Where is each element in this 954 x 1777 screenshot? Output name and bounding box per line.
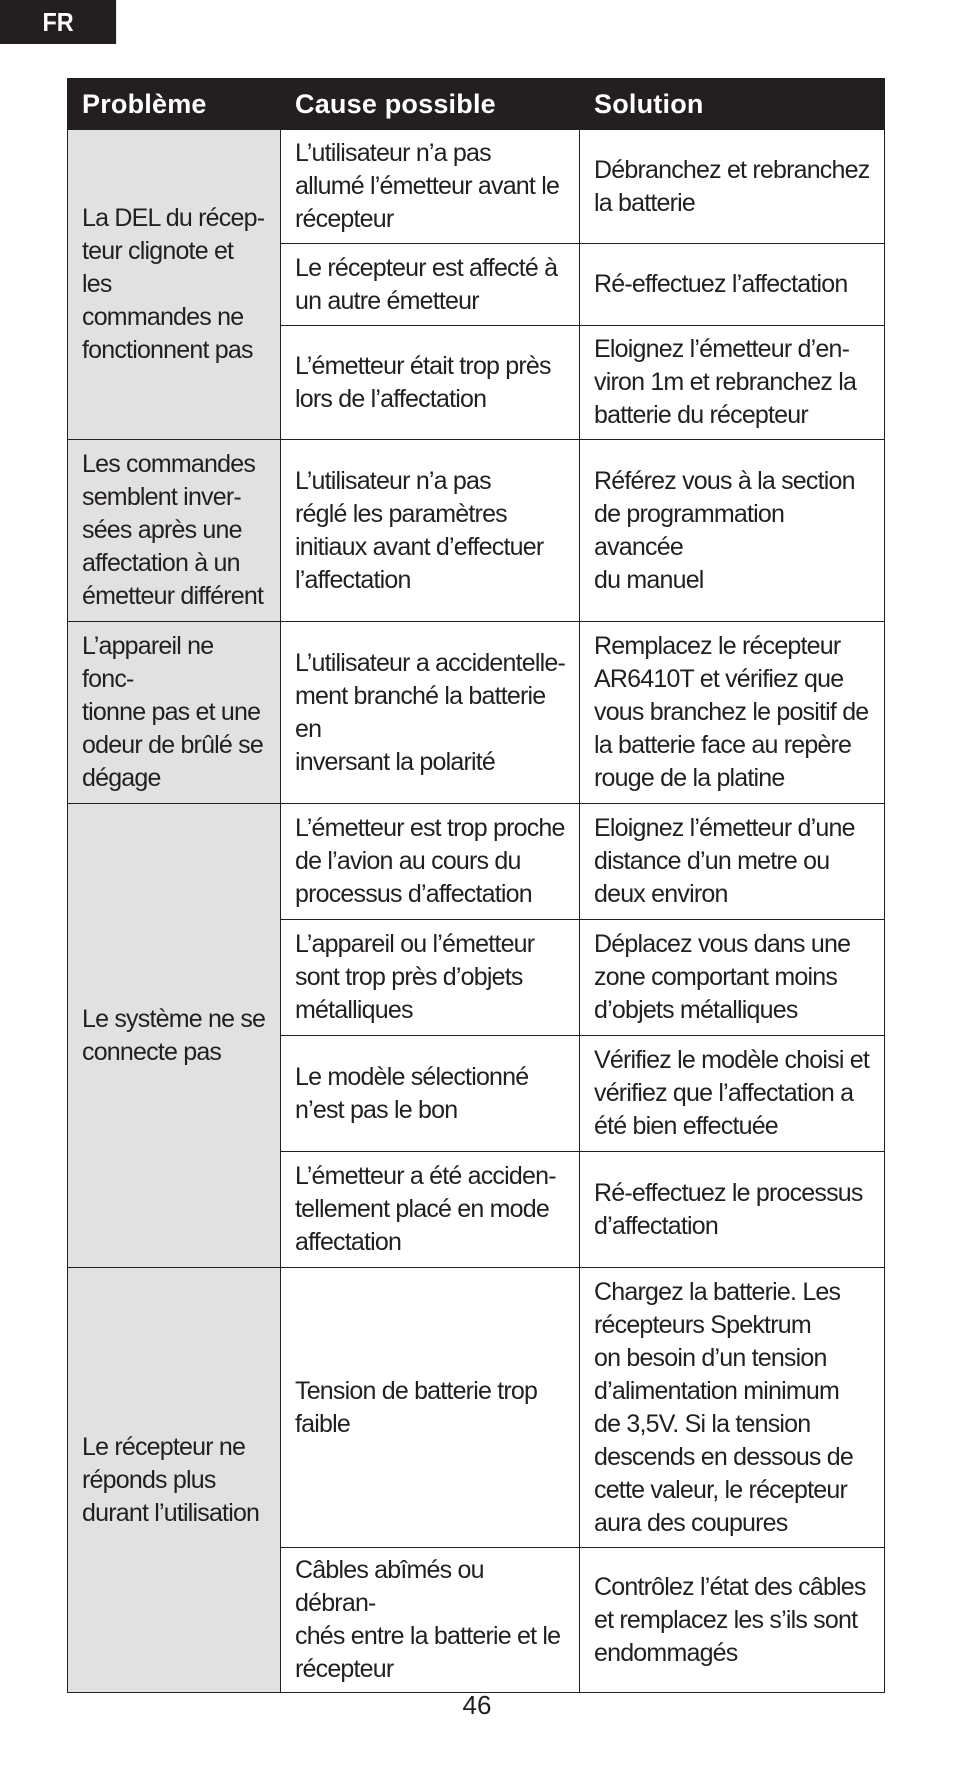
header-cause: Cause possible <box>281 79 580 130</box>
cause-cell: Câbles abîmés ou débran- chés entre la batterie et le récepteur <box>281 1548 580 1693</box>
table-row <box>68 804 885 920</box>
solution-cell: Contrôlez l’état des câbles et remplacez les s’ils sont endommagés <box>580 1548 885 1693</box>
table-row <box>68 440 885 622</box>
table-header-row <box>68 79 885 130</box>
solution-cell: Ré-effectuez l’affectation <box>580 244 885 326</box>
table-row <box>68 130 885 244</box>
header-solution: Solution <box>580 79 885 130</box>
cause-cell: L’utilisateur n’a pas réglé les paramètres initiaux avant d’effectuer l’affectation <box>281 440 580 622</box>
cause-cell: L’émetteur a été acciden- tellement placé en mode affectation <box>281 1152 580 1268</box>
cause-cell: Tension de batterie trop faible <box>281 1268 580 1548</box>
solution-cell: Remplacez le récepteur AR6410T et vérifiez que vous branchez le positif de la batterie face au repère rouge de la platine <box>580 622 885 804</box>
problem-cell: L’appareil ne fonc- tionne pas et une odeur de brûlé se dégage <box>68 622 281 804</box>
problem-cell: Le récepteur ne réponds plus durant l’utilisation <box>68 1268 281 1693</box>
table-row <box>68 1268 885 1548</box>
cause-cell: L’utilisateur n’a pas allumé l’émetteur avant le récepteur <box>281 130 580 244</box>
cause-cell: L’utilisateur a accidentelle- ment branché la batterie en inversant la polarité <box>281 622 580 804</box>
troubleshooting-table <box>67 78 885 1693</box>
solution-cell: Chargez la batterie. Les récepteurs Spektrum on besoin d’un tension d’alimentation minimum de 3,5V. Si la tension descends en dessous de cette valeur, le récepteur aura des coupures <box>580 1268 885 1548</box>
page-number: 46 <box>462 1690 492 1720</box>
language-label: FR <box>42 6 74 37</box>
problem-cell: La DEL du récep- teur clignote et les commandes ne fonctionnent pas <box>68 130 281 440</box>
language-tab <box>0 0 116 44</box>
solution-cell: Débranchez et rebranchez la batterie <box>580 130 885 244</box>
cause-cell: L’appareil ou l’émetteur sont trop près d’objets métalliques <box>281 920 580 1036</box>
solution-cell: Référez vous à la section de programmation avancée du manuel <box>580 440 885 622</box>
cause-cell: L’émetteur était trop près lors de l’affectation <box>281 326 580 440</box>
solution-cell: Ré-effectuez le processus d’affectation <box>580 1152 885 1268</box>
problem-cell: Le système ne se connecte pas <box>68 804 281 1268</box>
solution-cell: Déplacez vous dans une zone comportant moins d’objets métalliques <box>580 920 885 1036</box>
cause-cell: Le récepteur est affecté à un autre émetteur <box>281 244 580 326</box>
solution-cell: Eloignez l’émetteur d’une distance d’un metre ou deux environ <box>580 804 885 920</box>
solution-cell: Eloignez l’émetteur d’en- viron 1m et rebranchez la batterie du récepteur <box>580 326 885 440</box>
problem-cell: Les commandes semblent inver- sées après une affectation à un émetteur différent <box>68 440 281 622</box>
solution-cell: Vérifiez le modèle choisi et vérifiez que l’affectation a été bien effectuée <box>580 1036 885 1152</box>
cause-cell: Le modèle sélectionné n’est pas le bon <box>281 1036 580 1152</box>
table-row <box>68 622 885 804</box>
cause-cell: L’émetteur est trop proche de l’avion au cours du processus d’affectation <box>281 804 580 920</box>
header-problem: Problème <box>68 79 281 130</box>
